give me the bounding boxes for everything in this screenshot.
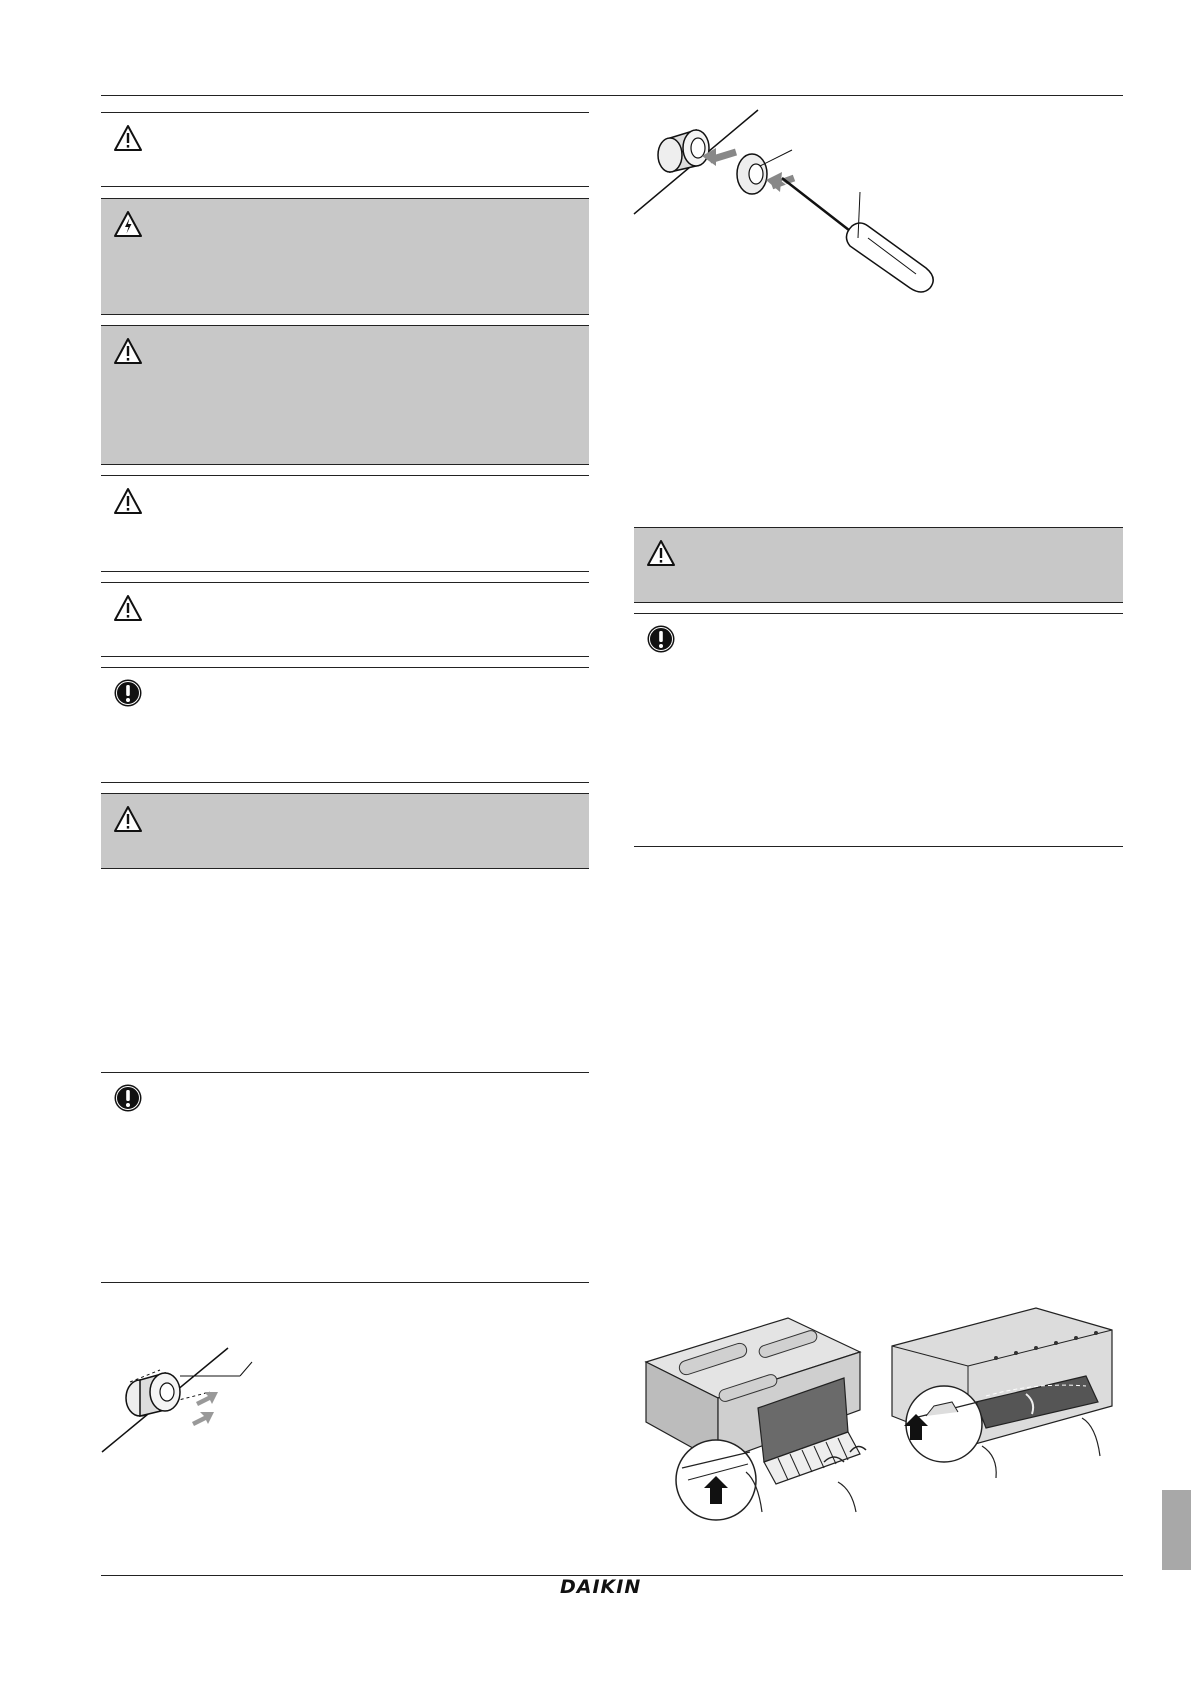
unit-filter-open-illustration: [638, 1312, 878, 1524]
pipe-sleeve-illustration: [100, 1340, 270, 1460]
warning-triangle-icon: [113, 804, 143, 834]
notice-box-warning-2: [101, 325, 589, 465]
unit-filter-remove-illustration: [886, 1306, 1118, 1486]
electric-hazard-icon: [113, 209, 143, 239]
warning-triangle-icon: [113, 336, 143, 366]
warning-triangle-icon: [113, 486, 143, 516]
warning-triangle-icon: [113, 123, 143, 153]
screwdriver-sleeve-illustration: [632, 108, 952, 308]
warning-triangle-icon: [113, 593, 143, 623]
side-tab: [1162, 1490, 1191, 1570]
notice-box-warning-3: [101, 793, 589, 869]
daikin-logo: DAIKIN: [560, 1576, 642, 1598]
exclamation-circle-icon: [113, 678, 143, 708]
header-rule: [101, 95, 1123, 96]
notice-box-caution-2: [101, 582, 589, 657]
notice-box-notice-right: [634, 613, 1123, 847]
exclamation-circle-icon: [113, 1083, 143, 1113]
notice-box-caution-1: [101, 475, 589, 572]
warning-triangle-icon: [646, 538, 676, 568]
notice-box-warning-1: [101, 112, 589, 187]
exclamation-circle-icon: [646, 624, 676, 654]
notice-box-notice-1: [101, 667, 589, 783]
notice-box-warning-right: [634, 527, 1123, 603]
notice-box-notice-2: [101, 1072, 589, 1283]
notice-box-danger-electrical: [101, 198, 589, 315]
